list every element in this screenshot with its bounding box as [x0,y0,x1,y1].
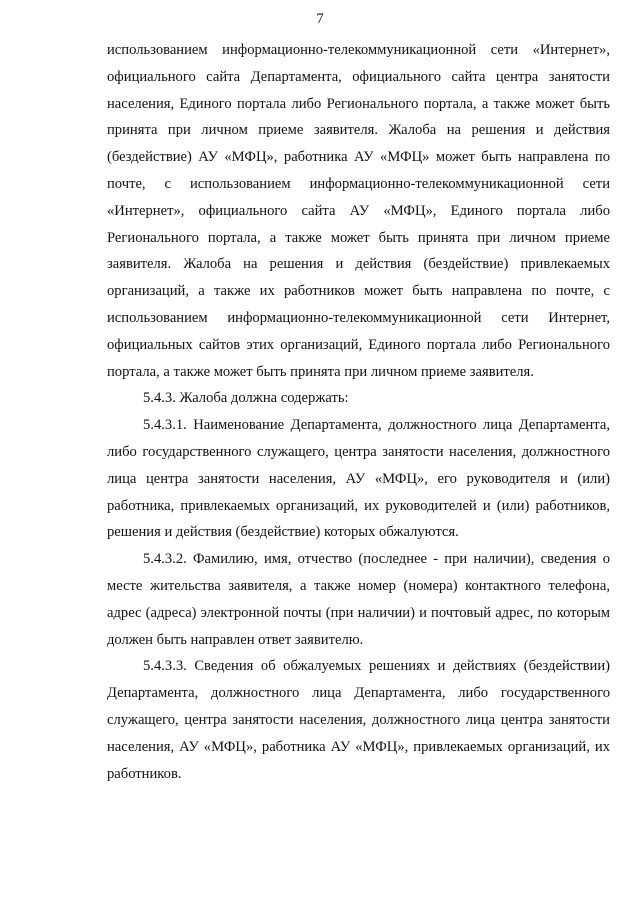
paragraph-5-4-3-1: 5.4.3.1. Наименование Департамента, должностного лица Департамента, либо государственного служащего, центра занятости населения, должностного лица центра занятости населения, АУ «МФЦ», его руководителя и (или) работника, привлекаемых организаций, их руководителей и (или) работников, решения и действия (бездействие) которых обжалуются. [107,417,610,541]
page-number: 7 [316,11,324,27]
paragraph-5-4-3: 5.4.3. Жалоба должна содержать: [143,390,349,407]
paragraph-5-4-3-2: 5.4.3.2. Фамилию, имя, отчество (последнее - при наличии), сведения о месте жительства заявителя, а также номер (номера) контактного телефона, адрес (адреса) электронной почты (при наличии) и почтовый адрес, по которым должен быть направлен ответ заявителю. [107,551,610,648]
document-body [107,37,610,787]
paragraph-5-4-3-3: 5.4.3.3. Сведения об обжалуемых решениях и действиях (бездействии) Департамента, должностного лица Департамента, либо государственного служащего, центра занятости населения, должностного лица центра занятости населения, АУ «МФЦ», работника АУ «МФЦ», привлекаемых организаций, их работников. [107,658,610,782]
paragraph-continuation: использованием информационно-телекоммуникационной сети «Интернет», официального сайта Департамента, официального сайта центра занятости населения, Единого портала либо Регионального портала, а также может быть принята при личном приеме заявителя. Жалоба на решения и действия (бездействие) АУ «МФЦ», работника АУ «МФЦ» может быть направлена по почте, с использованием информационно-телекоммуникационной сети «Интернет», официального сайта АУ «МФЦ», Единого портала либо Регионального портала, а также может быть принята при личном приеме заявителя. Жалоба на решения и действия (бездействие) привлекаемых организаций, а также их работников может быть направлена по почте, с использованием информационно-телекоммуникационной сети Интернет, официальных сайтов этих организаций, Единого портала либо Регионального портала, а также может быть принята при личном приеме заявителя. [107,42,610,380]
